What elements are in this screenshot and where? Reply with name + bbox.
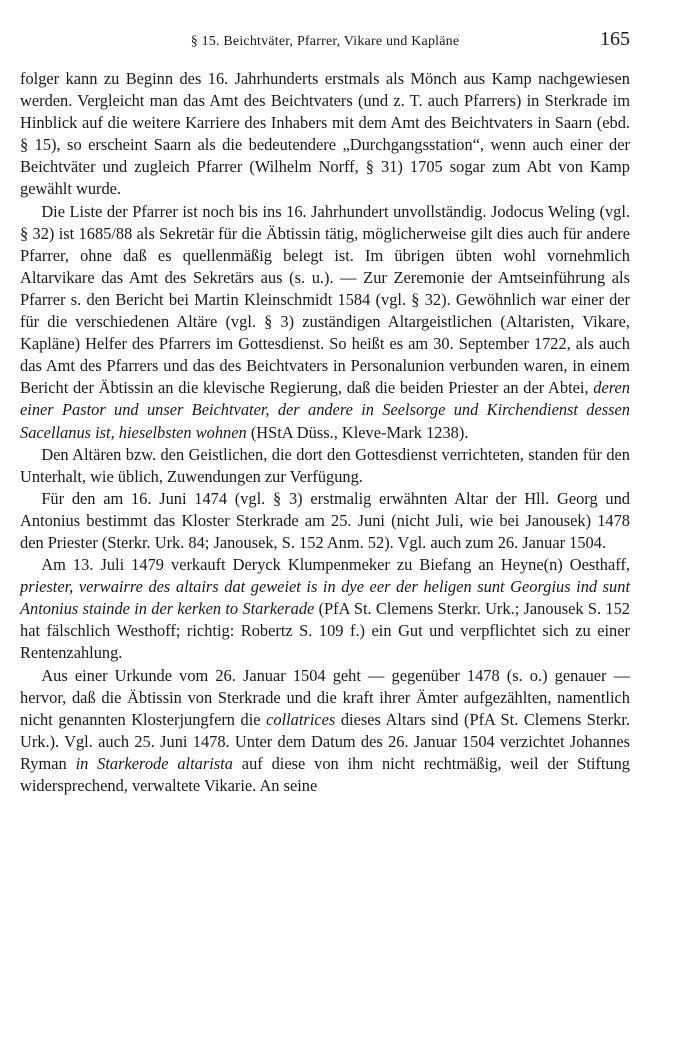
text-run: folger kann zu Beginn des 16. Jahrhunderts erstmals als Mönch aus Kamp nachgewiesen werden. Vergleicht man das Amt des Beichtvaters (und z. T. auch Pfarrers) in Sterkrade im Hinblick auf die weitere Karriere des Inhabers mit dem Amt des Beichtvaters in Saarn (ebd. § 15), so erscheint Saarn als die bedeutendere „Durchgangsstation“, wenn auch einer der Beichtväter und zugleich Pfarrer (Wilhelm Norff, § 31) 1705 sogar zum Abt von Kamp gewählt wurde.: [20, 69, 630, 199]
text-run: Den Altären bzw. den Geistlichen, die dort den Gottesdienst verrichteten, standen für den Unterhalt, wie üblich, Zuwendungen zur Verfügung.: [20, 444, 630, 486]
page-header: [20, 28, 630, 52]
italic-quote: collatrices: [266, 709, 336, 729]
paragraph: [20, 665, 630, 798]
body-text: [20, 68, 630, 797]
running-head: § 15. Beichtväter, Pfarrer, Vikare und Kapläne: [190, 34, 460, 49]
paragraph: [20, 444, 630, 488]
paragraph: [20, 68, 630, 201]
paragraph: [20, 554, 630, 664]
italic-quote: deren einer Pastor und unser Beichtvater, der andere in Seelsorge und Kirchendienst dessen Sacellanus ist, hieselbsten wohnen: [20, 378, 630, 442]
text-run: (PfA St. Clemens Sterkr. Urk.; Janousek S. 152 hat fälschlich Westhoff; richtig: Robertz S. 109 f.) ein Gut und verpflichtet sich zu einer Rentenzahlung.: [20, 599, 630, 663]
page-number: 165: [600, 28, 630, 50]
paragraph: [20, 201, 630, 444]
italic-quote: priester, verwairre des altairs dat geweiet is in dye eer der heligen sunt Georgius ind sunt Antonius stainde in der kerken to Starkerade: [20, 577, 630, 619]
text-run: auf diese von ihm nicht rechtmäßig, weil der Stiftung widersprechend, verwaltete Vikarie. An seine: [20, 753, 630, 795]
text-run: Für den am 16. Juni 1474 (vgl. § 3) erstmalig erwähnten Altar der Hll. Georg und Antonius bestimmt das Kloster Sterkrade am 25. Juni (nicht Juli, wie bei Janousek) 1478 den Priester (Sterkr. Urk. 84; Janousek, S. 152 Anm. 52). Vgl. auch zum 26. Januar 1504.: [20, 488, 630, 552]
text-run: (HStA Düss., Kleve-Mark 1238).: [246, 422, 469, 442]
paragraph: [20, 488, 630, 554]
italic-quote: in Starkerode altarista: [75, 753, 233, 773]
text-run: Die Liste der Pfarrer ist noch bis ins 16. Jahrhundert unvollständig. Jodocus Weling (vgl. § 32) ist 1685/88 als Sekretär für die Äbtissin tätig, möglicherweise gilt dies auch für andere Pfarrer, ohne daß es quellenmäßig belegt ist. Im übrigen übten wohl vornehmlich Altarvikare das Amt des Sekretärs aus (s. u.). — Zur Zeremonie der Amtseinführung als Pfarrer s. den Bericht bei Martin Kleinschmidt 1584 (vgl. § 32). Gewöhnlich war einer der für die verschiedenen Altäre (vgl. § 3) zuständigen Altargeistlichen (Altaristen, Vikare, Kapläne) Helfer des Pfarrers im Gottesdienst. So heißt es am 30. September 1722, als auch das Amt des Pfarrers und das des Beichtvaters in Personalunion verbunden waren, in einem Bericht der Äbtissin an die klevische Regierung, daß die beiden Priester an der Abtei,: [20, 201, 630, 398]
text-run: Am 13. Juli 1479 verkauft Deryck Klumpenmeker zu Biefang an Heyne(n) Oesthaff,: [41, 555, 630, 575]
text-run: dieses Altars sind (PfA St. Clemens Sterkr. Urk.). Vgl. auch 25. Juni 1478. Unter dem Datum des 26. Januar 1504 verzichtet Johannes Ryman: [20, 709, 630, 773]
text-run: Aus einer Urkunde vom 26. Januar 1504 geht — gegenüber 1478 (s. o.) genauer — hervor, daß die Äbtissin von Sterkrade und die kraft ihrer Ämter aufgezählten, namentlich nicht genannten Klosterjungfern die: [20, 665, 630, 729]
